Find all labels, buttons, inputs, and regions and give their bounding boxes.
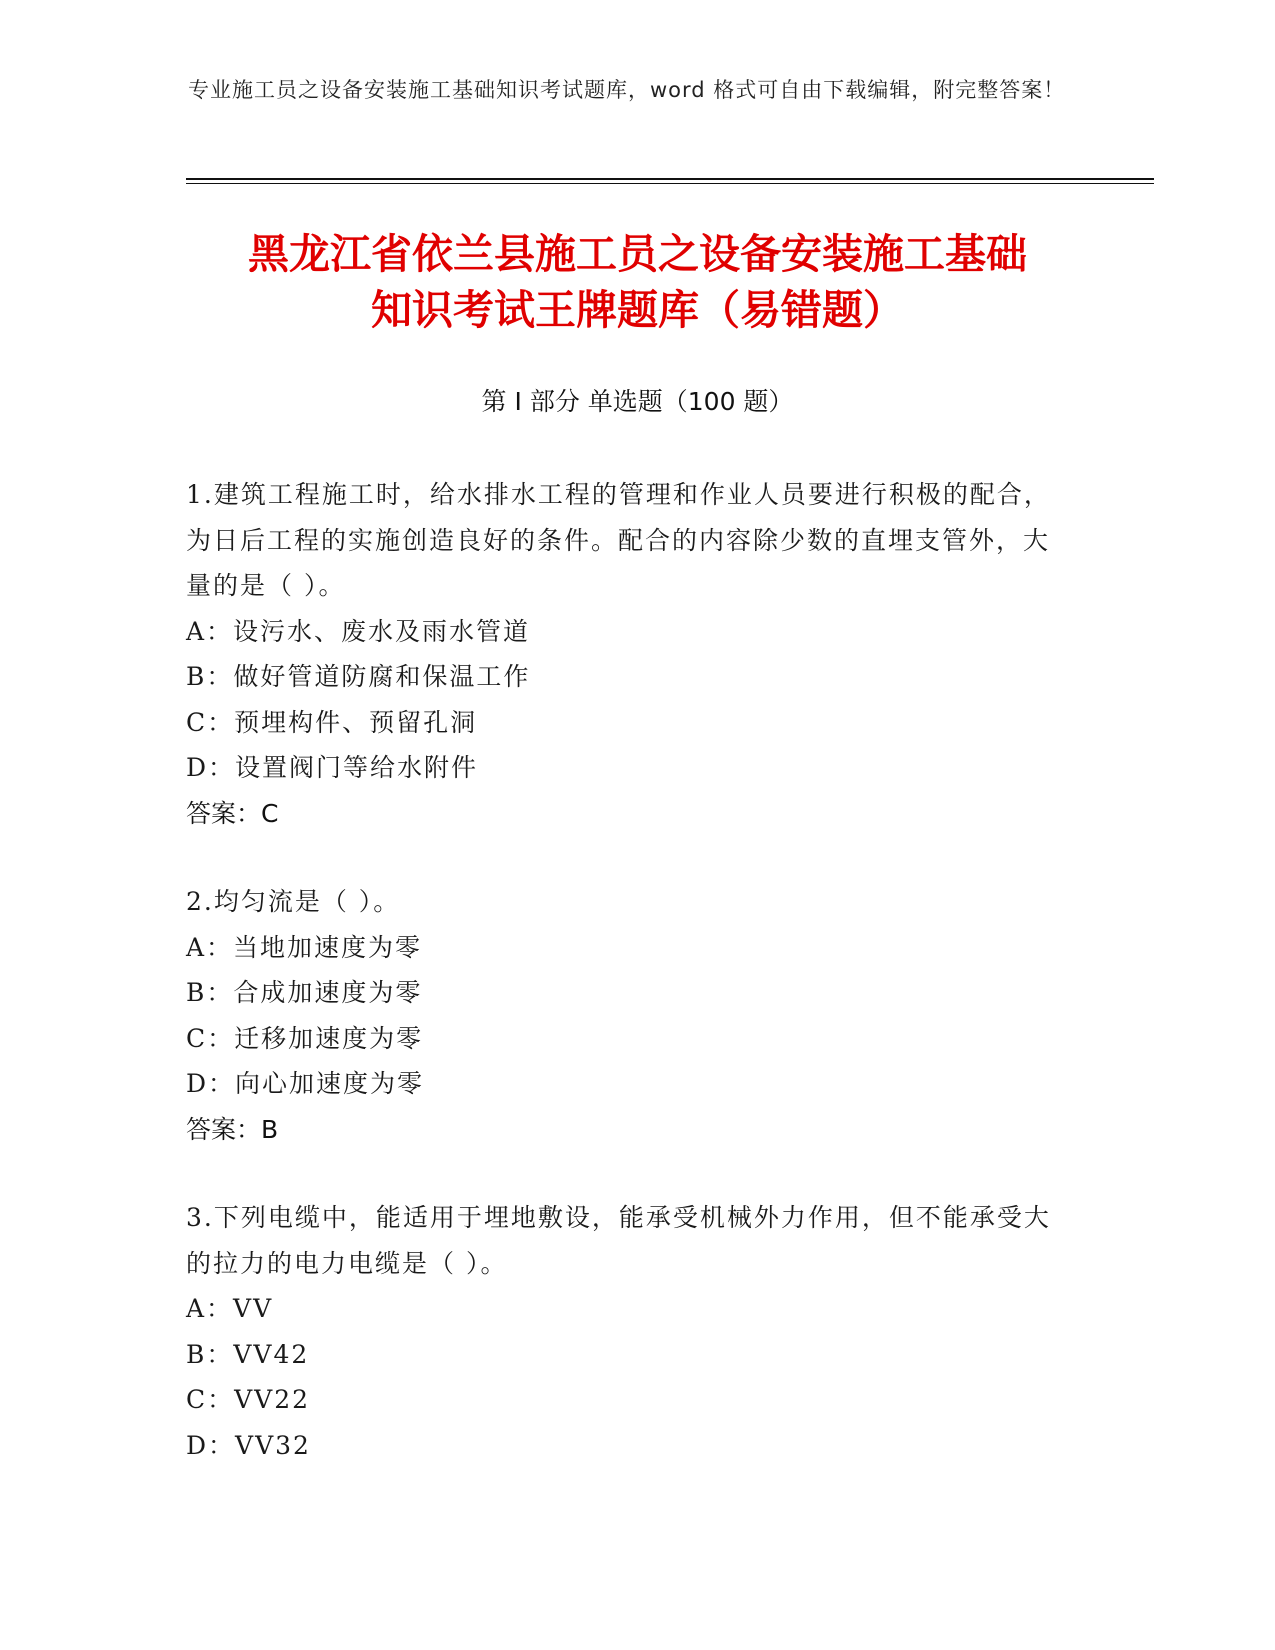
question-2 [186,879,1066,1152]
option-b: B：合成加速度为零 [186,978,423,1007]
option-c: C：预埋构件、预留孔洞 [186,707,478,737]
option-c: C：迁移加速度为零 [186,1023,424,1053]
option-a: A：设污水、废水及雨水管道 [186,616,531,646]
answer: 答案：B [186,1114,279,1144]
option-a: A：当地加速度为零 [186,932,423,962]
option-d: D：VV32 [186,1430,311,1460]
question-list [186,472,1066,1511]
option-b: B：做好管道防腐和保温工作 [186,662,531,691]
document-title [150,226,1125,338]
option-d: D：向心加速度为零 [186,1069,425,1098]
question-stem: 2.均匀流是（ ）。 [186,887,401,916]
question-1 [186,472,1066,836]
question-3 [186,1195,1066,1468]
answer: 答案：C [186,798,279,828]
document-title-line-2: 知识考试王牌题库（易错题） [371,286,904,334]
header-note: 专业施工员之设备安装施工基础知识考试题库，word 格式可自由下载编辑，附完整答案！ [188,78,1066,102]
question-stem: 1.建筑工程施工时，给水排水工程的管理和作业人员要进行积极的配合，为日后工程的实施创造良好的条件。配合的内容除少数的直埋支管外，大量的是（ ）。 [186,480,1051,600]
header-divider-thick [186,178,1154,180]
option-b: B：VV42 [186,1339,310,1369]
option-c: C：VV22 [186,1385,311,1414]
section-title: 第 I 部分 单选题（100 题） [481,387,794,416]
document-title-line-1: 黑龙江省依兰县施工员之设备安装施工基础 [248,230,1027,278]
header-divider-thin [186,183,1154,184]
option-d: D：设置阀门等给水附件 [186,753,479,782]
question-stem: 3.下列电缆中，能适用于埋地敷设，能承受机械外力作用，但不能承受大的拉力的电力电缆是（ ）。 [186,1203,1051,1278]
option-a: A：VV [186,1294,274,1323]
